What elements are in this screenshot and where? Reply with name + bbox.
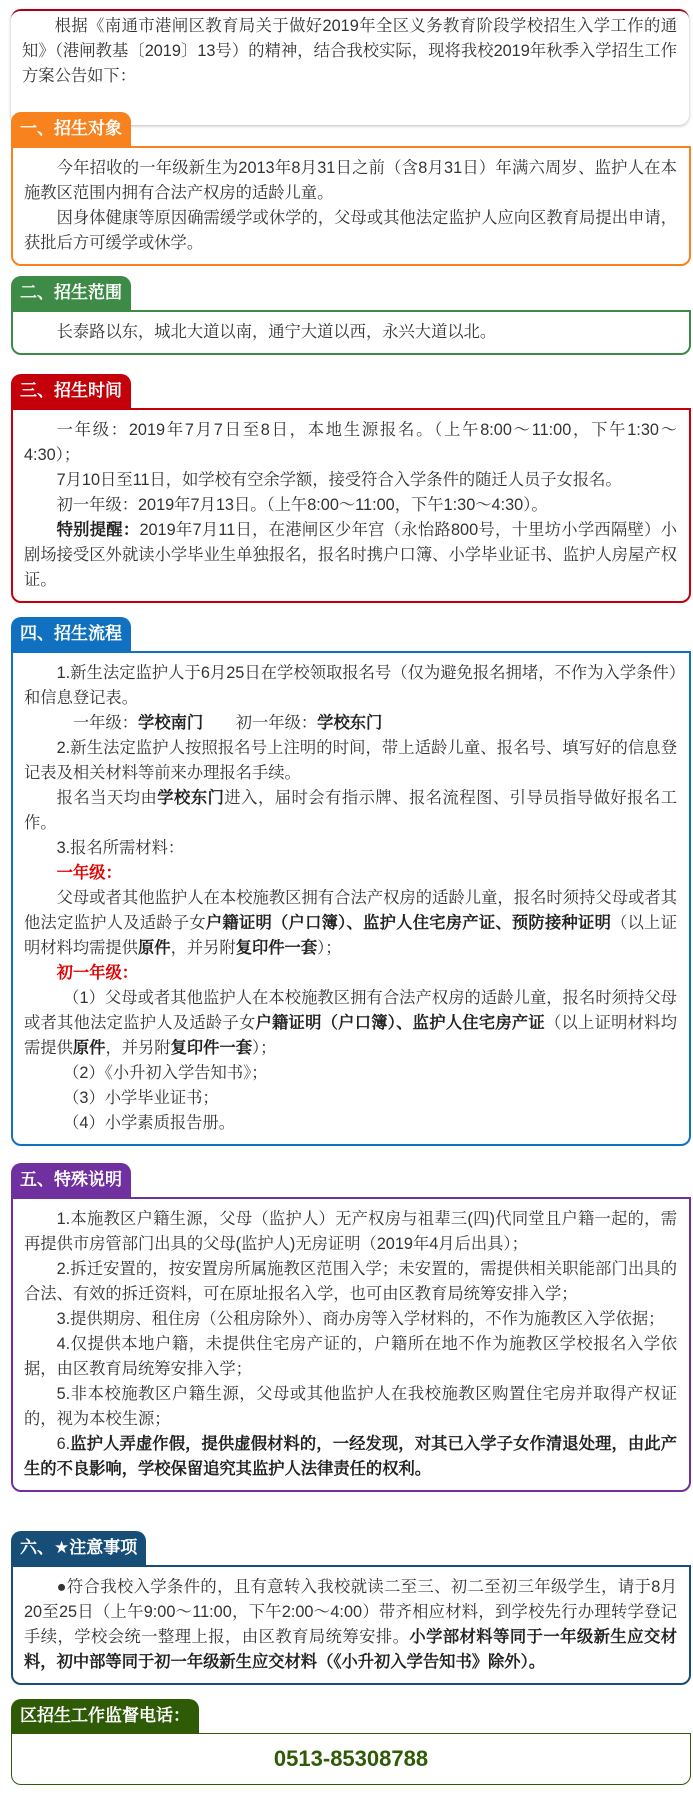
text: 2.拆迁安置的，按安置房所属施教区范围入学；未安置的，需提供相关职能部门出具的合法、有效的拆迁资料，可在原址报名入学，也可由区教育局统筹安排入学； — [24, 1260, 677, 1303]
paragraph — [24, 1111, 677, 1136]
bold-text: 监护人弄虚作假，提供虚假材料的，一经发现，对其已入学子女作清退处理，由此产生的不良影响，学校保留追究其监护人法律责任的权利。 — [24, 1435, 677, 1478]
text: （2）《小升初入学告知书》； — [63, 1064, 268, 1082]
paragraph — [24, 1575, 677, 1675]
bold-text: 学校东门 — [157, 789, 225, 807]
bold-text: 学校东门 — [317, 714, 383, 732]
bold-text: 复印件一套 — [170, 1039, 252, 1057]
text: ）； — [252, 1039, 277, 1057]
section-content — [11, 1197, 691, 1492]
text: ，并另附 — [105, 1039, 171, 1057]
text: 2019年7月11日，在港闸区少年宫（永怡路800号，十里坊小学西隔壁）小剧场接受区外就读小学毕业生单独报名，报名时携户口簿、小学毕业证书、监护人房屋产权证。 — [24, 521, 677, 589]
text: 一年级：2019年7月7日至8日，本地生源报名。（上午8:00～11:00，下午1:30～4:30）； — [24, 421, 677, 464]
section-enrollment-scope — [11, 276, 691, 355]
paragraph — [24, 861, 677, 886]
text: 父母或者其他监护人在本校施教区拥有合法产权房的适龄儿童，报名时须持父母或者其他法定监护人及适龄子女 — [24, 889, 677, 932]
section-phone — [11, 1699, 691, 1785]
section-enrollment-process — [11, 617, 691, 1146]
section-attention — [11, 1531, 691, 1685]
text: 今年招收的一年级新生为2013年8月31日之前（含8月31日）年满六周岁、监护人在本施教区范围内拥有合法产权房的适龄儿童。 — [24, 159, 677, 202]
section-tab: 三、招生时间 — [11, 374, 131, 408]
text: ）； — [317, 939, 342, 957]
paragraph — [24, 418, 677, 468]
section-enrollment-target — [11, 112, 691, 266]
bold-text: 特别提醒： — [56, 521, 140, 539]
section-enrollment-time — [11, 374, 691, 603]
text: 5.非本校施教区户籍生源，父母或其他监护人在我校施教区购置住宅房并取得产权证的，视为本校生源； — [24, 1385, 677, 1428]
paragraph — [24, 518, 677, 593]
section-content — [11, 1565, 691, 1685]
paragraph — [24, 1207, 677, 1257]
paragraph — [24, 836, 677, 861]
bold-text: 原件 — [72, 1039, 106, 1057]
text: 初一年级：2019年7月13日。（上午8:00～11:00，下午1:30～4:30）。 — [56, 496, 548, 514]
phone-tab: 区招生工作监督电话： — [11, 1699, 199, 1733]
paragraph — [24, 468, 677, 493]
bold-text: 原件 — [137, 939, 171, 957]
paragraph — [24, 206, 677, 256]
paragraph — [24, 493, 677, 518]
section-tab: 二、招生范围 — [11, 276, 131, 310]
text: 报名当天均由 — [56, 789, 158, 807]
paragraph — [24, 156, 677, 206]
paragraph — [22, 14, 677, 89]
paragraph — [24, 661, 677, 711]
text: （1）父母或者其他监护人在本校施教区拥有合法产权房的适龄儿童，报名时须持父母或者其他法定监护人及适龄子女 — [24, 989, 677, 1032]
text: 1.新生法定监护人于6月25日在学校领取报名号（仅为避免报名拥堵，不作为入学条件）和信息登记表。 — [24, 664, 677, 707]
bold-text: 小学部材料等同于一年级新生应交材料，初中部等同于初一年级新生应交材料（《小升初入学告知书》除外）。 — [24, 1628, 677, 1671]
paragraph — [24, 320, 677, 345]
text: 初一年级： — [203, 714, 318, 732]
text: （以上证明材料均需提供 — [24, 914, 677, 957]
section-special-notes — [11, 1163, 691, 1492]
text: 一年级： — [72, 714, 139, 732]
section-tab: 六、★注意事项 — [11, 1531, 146, 1565]
paragraph — [24, 1307, 677, 1332]
phone-number[interactable]: 0513-85308788 — [11, 1733, 691, 1785]
intro-box — [11, 9, 689, 125]
paragraph — [24, 961, 677, 986]
paragraph — [24, 1382, 677, 1432]
paragraph — [24, 1086, 677, 1111]
text: ●符合我校入学条件的，且有意转入我校就读二至三、初二至初三年级学生，请于8月20至25日（上午9:00～11:00，下午2:00～4:00）带齐相应材料，到学校先行办理转学登记手续，学校会统一整理上报，由区教育局统筹安排。 — [24, 1578, 677, 1646]
paragraph — [24, 736, 677, 786]
paragraph — [24, 1432, 677, 1482]
bold-text: 学校南门 — [138, 714, 204, 732]
text: （以上证明材料均需提供 — [24, 1014, 677, 1057]
paragraph — [24, 1257, 677, 1307]
bold-text: 复印件一套 — [235, 939, 318, 957]
text: 4.仅提供本地户籍，未提供住宅房产证的，户籍所在地不作为施教区学校报名入学依据，由区教育局统筹安排入学； — [24, 1335, 677, 1378]
section-content — [11, 408, 691, 603]
text: 1.本施教区户籍生源，父母（监护人）无产权房与祖辈三(四)代同堂且户籍一起的，需再提供市房管部门出具的父母(监护人)无房证明（2019年4月后出具）； — [24, 1210, 677, 1253]
text: 长泰路以东，城北大道以南，通宁大道以西，永兴大道以北。 — [56, 323, 497, 341]
section-tab: 一、招生对象 — [11, 112, 131, 146]
text: 因身体健康等原因确需缓学或休学的，父母或其他法定监护人应向区教育局提出申请，获批后方可缓学或休学。 — [24, 209, 677, 252]
section-tab: 四、招生流程 — [11, 617, 131, 651]
text: 根据《南通市港闸区教育局关于做好2019年全区义务教育阶段学校招生入学工作的通知》（港闸教基〔2019〕13号）的精神，结合我校实际，现将我校2019年秋季入学招生工作方案公告如下： — [22, 17, 677, 85]
paragraph — [24, 711, 677, 736]
text: 2.新生法定监护人按照报名号上注明的时间，带上适龄儿童、报名号、填写好的信息登记表及相关材料等前来办理报名手续。 — [24, 739, 677, 782]
bold-text: 户籍证明（户口簿）、监护人住宅房产证、预防接种证明 — [205, 914, 612, 932]
text: （4）小学素质报告册。 — [63, 1114, 235, 1132]
bold-text: 户籍证明（户口簿）、监护人住宅房产证 — [255, 1014, 545, 1032]
section-tab: 五、特殊说明 — [11, 1163, 131, 1197]
paragraph — [24, 986, 677, 1061]
grade-heading: 一年级： — [56, 864, 122, 882]
paragraph — [24, 886, 677, 961]
text: 3.报名所需材料： — [56, 839, 185, 857]
section-content — [11, 146, 691, 266]
text: ，并另附 — [170, 939, 236, 957]
grade-heading: 初一年级： — [56, 964, 139, 982]
section-content — [11, 310, 691, 355]
text: 3.提供期房、租住房（公租房除外）、商办房等入学材料的，不作为施教区入学依据； — [56, 1310, 665, 1328]
text: （3）小学毕业证书； — [63, 1089, 219, 1107]
paragraph — [24, 786, 677, 836]
text: 6. — [56, 1435, 71, 1453]
paragraph — [24, 1061, 677, 1086]
section-content — [11, 651, 691, 1146]
paragraph — [24, 1332, 677, 1382]
text: 进入，届时会有指示牌、报名流程图、引导员指导做好报名工作。 — [24, 789, 677, 832]
text: 7月10日至11日，如学校有空余学额，接受符合入学条件的随迁人员子女报名。 — [56, 471, 622, 489]
